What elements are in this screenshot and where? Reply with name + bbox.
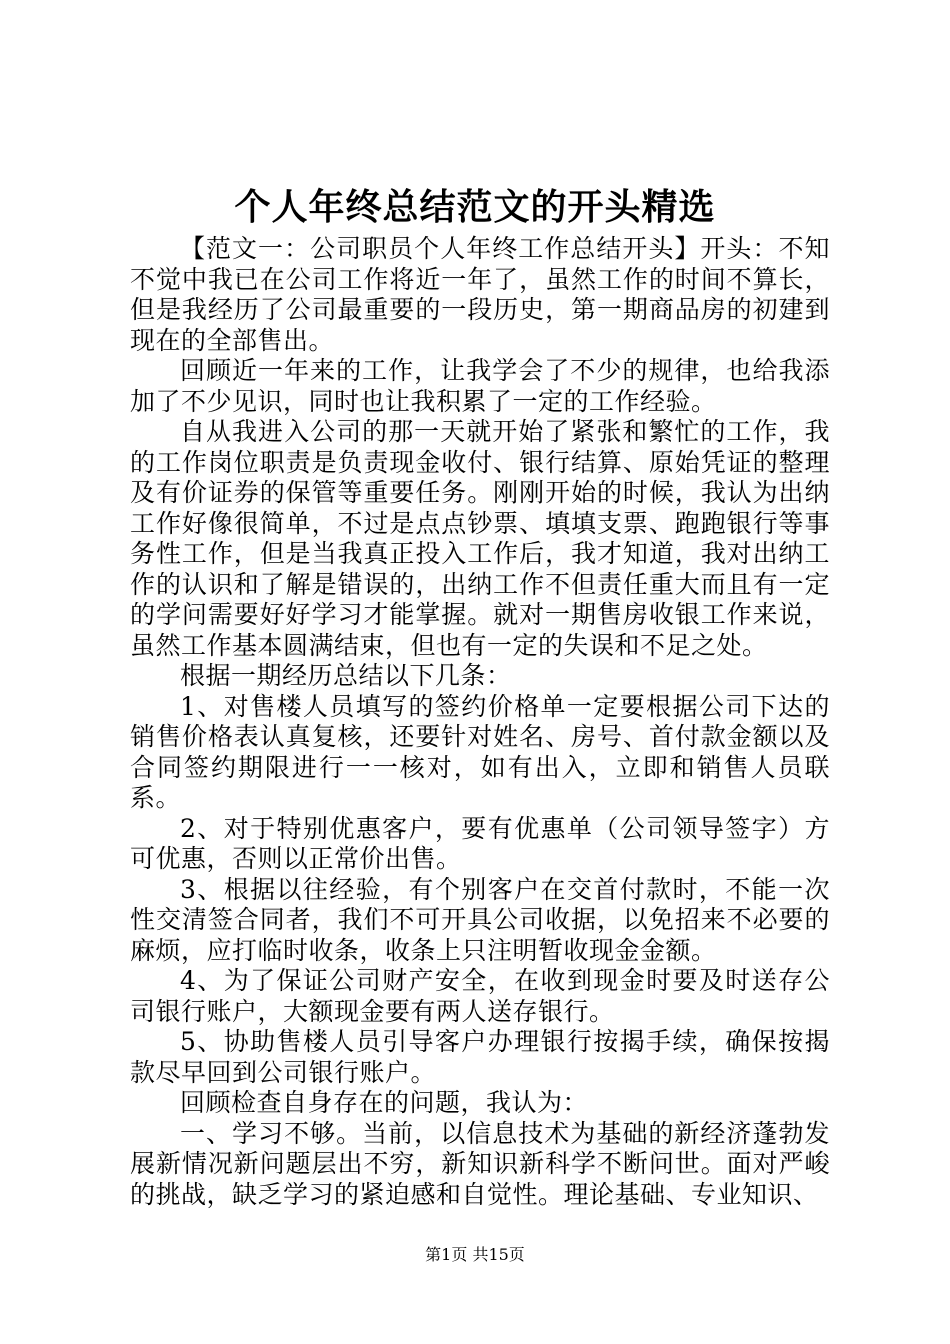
paragraph: 一、学习不够。当前，以信息技术为基础的新经济蓬勃发展新情况新问题层出不穷，新知识新科学不断问世。面对严峻的挑战，缺乏学习的紧迫感和自觉性。理论基础、专业知识、 [130,1118,830,1209]
document-title: 个人年终总结范文的开头精选 [234,186,716,228]
page-number-footer: 第1页 共15页 [425,1245,525,1264]
paragraph: 回顾检查自身存在的问题，我认为： [180,1088,589,1117]
paragraph: 回顾近一年来的工作，让我学会了不少的规律，也给我添加了不少见识，同时也让我积累了一定的工作经验。 [130,356,830,416]
document-body [130,234,830,1210]
paragraph: 4、为了保证公司财产安全，在收到现金时要及时送存公司银行账户，大额现金要有两人送存银行。 [130,966,830,1026]
paragraph: 【范文一：公司职员个人年终工作总结开头】开头：不知不觉中我已在公司工作将近一年了，虽然工作的时间不算长，但是我经历了公司最重要的一段历史，第一期商品房的初建到现在的全部售出。 [130,234,830,355]
paragraph: 5、协助售楼人员引导客户办理银行按揭手续，确保按揭款尽早回到公司银行账户。 [130,1027,830,1087]
paragraph: 自从我进入公司的那一天就开始了紧张和繁忙的工作，我的工作岗位职责是负责现金收付、银行结算、原始凭证的整理及有价证券的保管等重要任务。刚刚开始的时候，我认为出纳工作好像很简单，不过是点点钞票、填填支票、跑跑银行等事务性工作，但是当我真正投入工作后，我才知道，我对出纳工作的认识和了解是错误的，出纳工作不但责任重大而且有一定的学问需要好好学习才能掌握。就对一期售房收银工作来说，虽然工作基本圆满结束，但也有一定的失误和不足之处。 [130,417,830,660]
paragraph: 2、对于特别优惠客户，要有优惠单（公司领导签字）方可优惠，否则以正常价出售。 [130,813,830,873]
paragraph: 1、对售楼人员填写的签约价格单一定要根据公司下达的销售价格表认真复核，还要针对姓名、房号、首付款金额以及合同签约期限进行一一核对，如有出入，立即和销售人员联系。 [130,691,830,812]
paragraph: 3、根据以往经验，有个别客户在交首付款时，不能一次性交清签合同者，我们不可开具公司收据，以免招来不必要的麻烦，应打临时收条，收条上只注明暂收现金金额。 [130,874,830,965]
paragraph: 根据一期经历总结以下几条： [180,661,512,690]
